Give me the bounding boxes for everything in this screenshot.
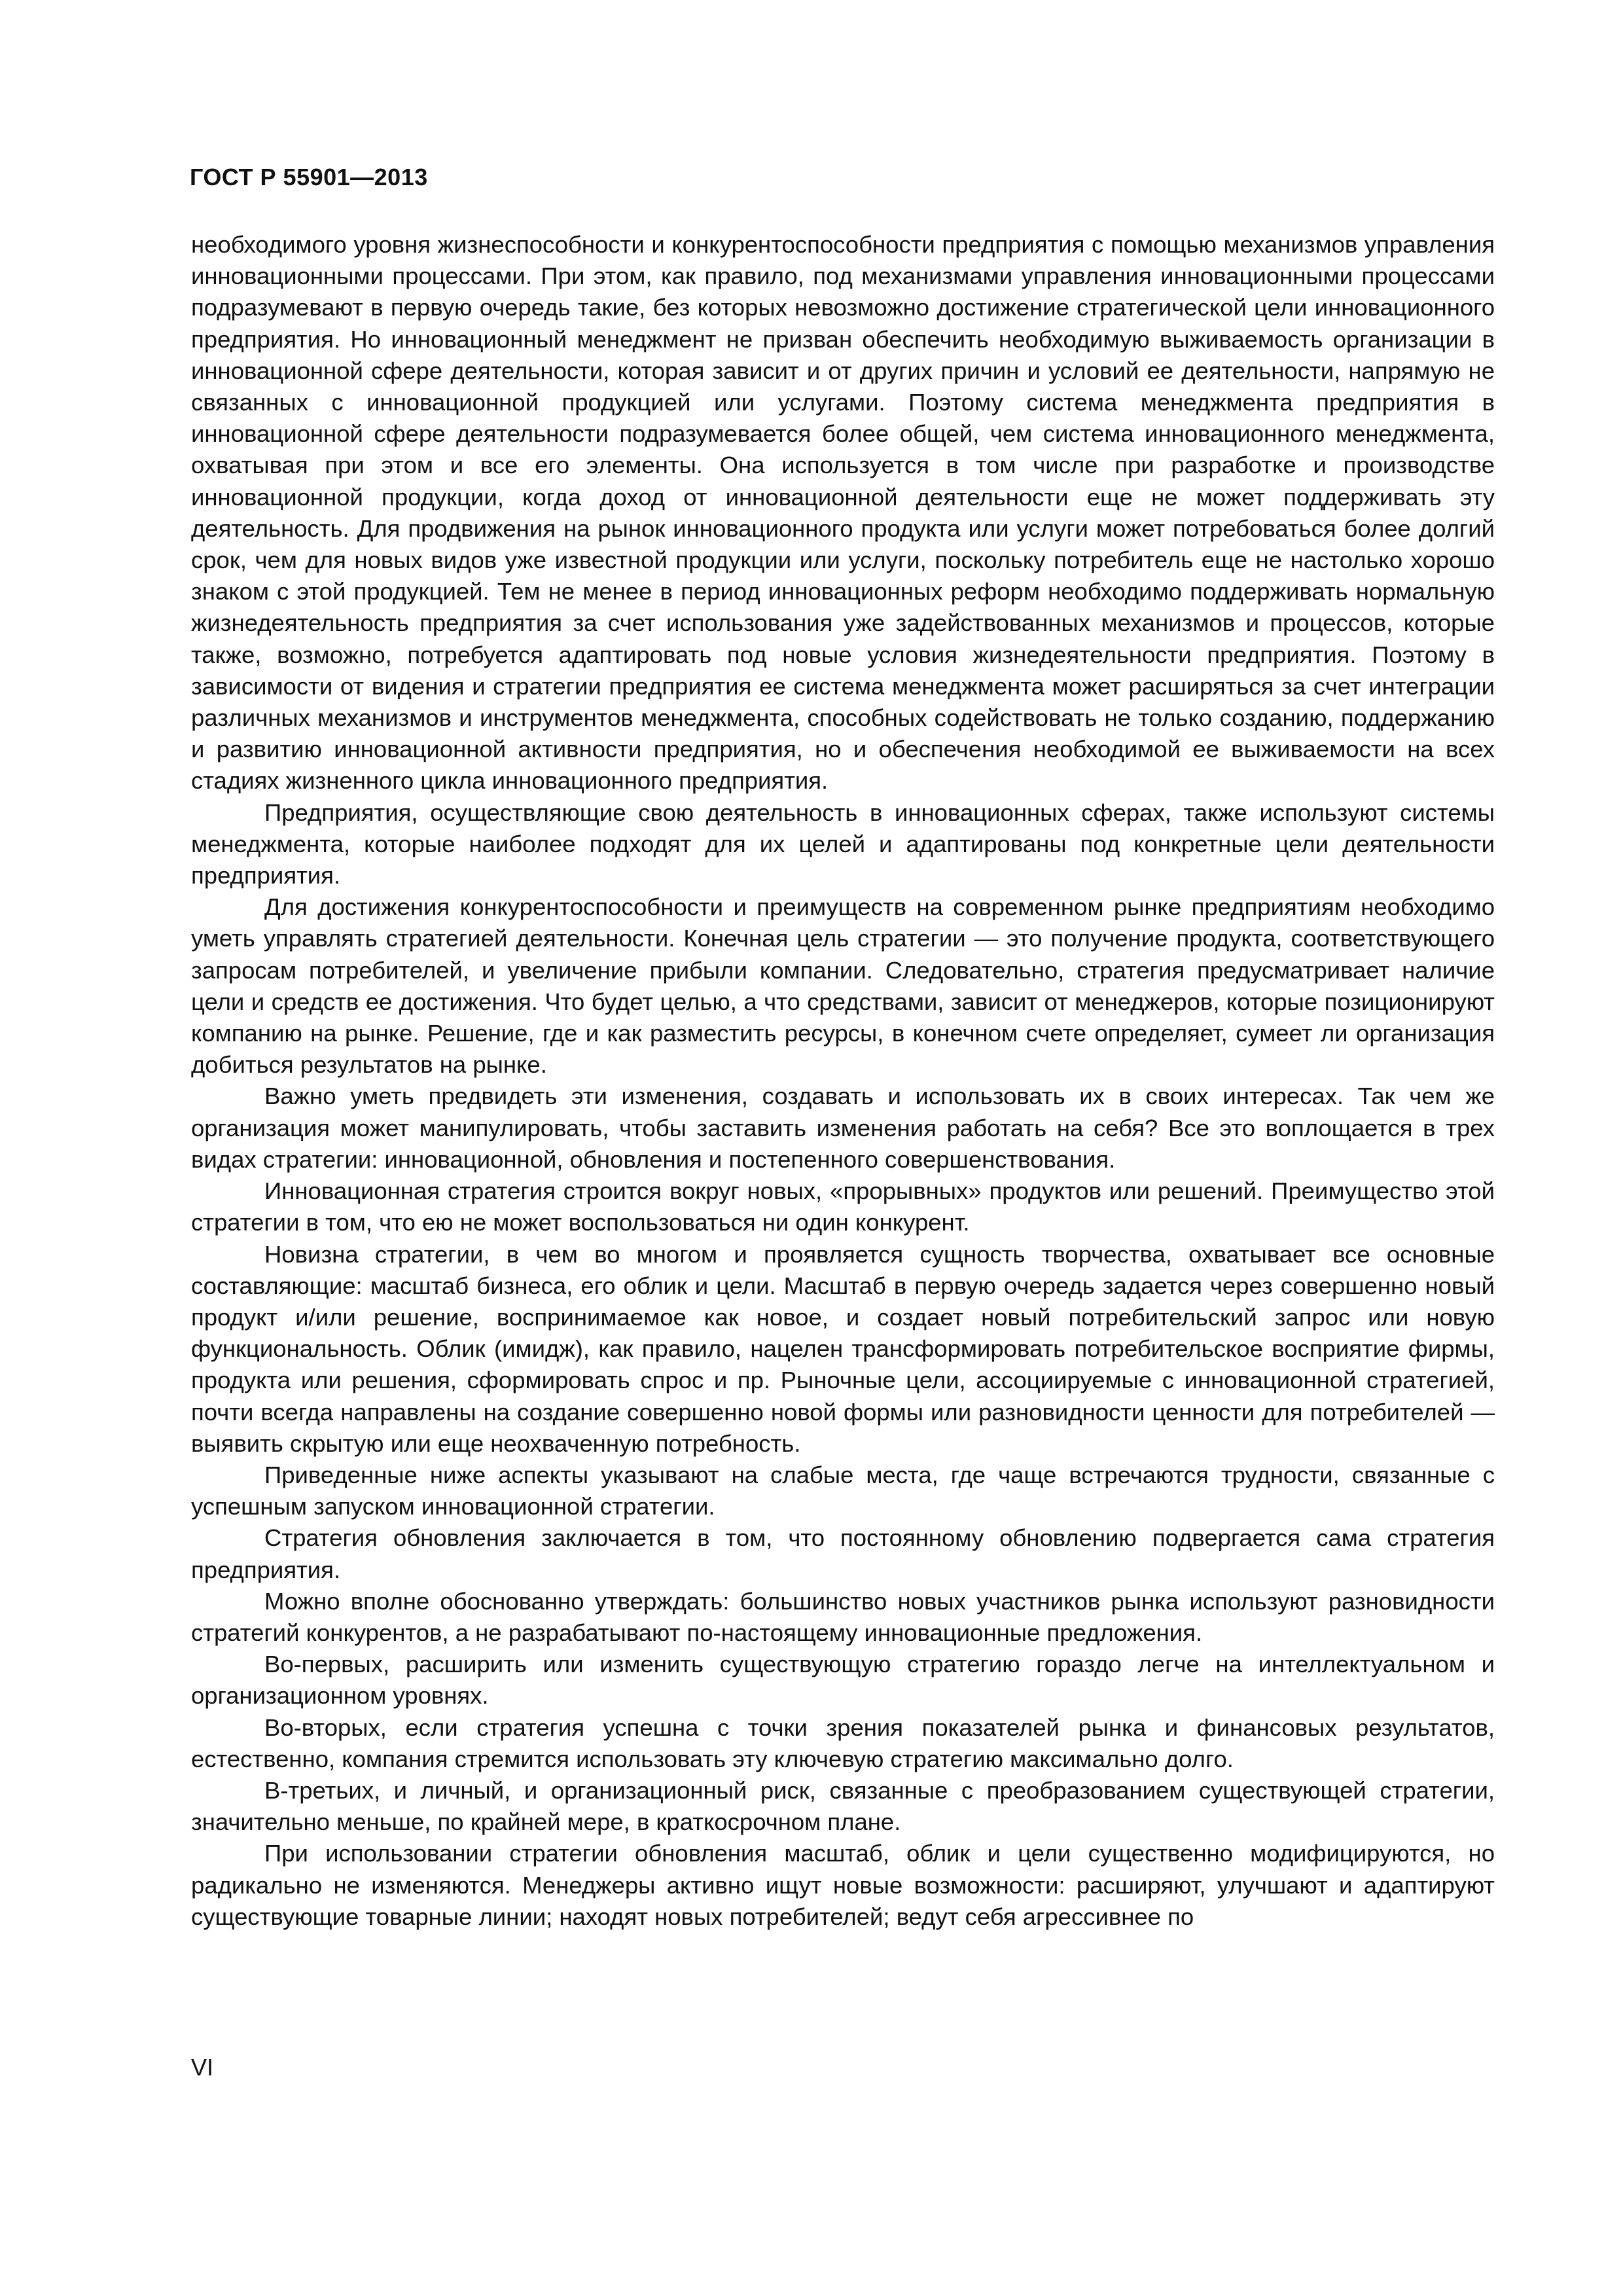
paragraph: При использовании стратегии обновления масштаб, облик и цели существенно модифицируются, но радикально не изменяются. Менеджеры активно ищут новые возможности: расширяют, улучшают и адаптируют существующие товарные линии; находят новых потребителей; ведут себя агрессивнее по: [191, 1840, 1495, 1930]
paragraph: Стратегия обновления заключается в том, что постоянному обновлению подвергается сама стратегия предприятия.: [191, 1524, 1495, 1583]
paragraph: Важно уметь предвидеть эти изменения, создавать и использовать их в своих интересах. Так чем же организация может манипулировать, чтобы заставить изменения работать на себя? Все это воплощается в трех видах стратегии: инновационной, обновления и постепенного совершенствования.: [191, 1083, 1495, 1173]
paragraph: Инновационная стратегия строится вокруг новых, «прорывных» продуктов или решений. Преимущество этой стратегии в том, что ею не может воспользоваться ни один конкурент.: [191, 1177, 1495, 1236]
paragraph: Во-первых, расширить или изменить существующую стратегию гораздо легче на интеллектуальном и организационном уровнях.: [191, 1651, 1495, 1710]
page-number: VI: [191, 2054, 214, 2081]
body-text: [191, 229, 1495, 1933]
paragraph: Приведенные ниже аспекты указывают на слабые места, где чаще встречаются трудности, связанные с успешным запуском инновационной стратегии.: [191, 1461, 1495, 1520]
document-header: ГОСТ Р 55901—2013: [190, 164, 428, 190]
paragraph: Можно вполне обоснованно утверждать: большинство новых участников рынка используют разновидности стратегий конкурентов, а не разрабатывают по-настоящему инновационные предложения.: [191, 1587, 1495, 1646]
paragraph: Для достижения конкурентоспособности и преимуществ на современном рынке предприятиям необходимо уметь управлять стратегией деятельности. Конечная цель стратегии — это получение продукта, соответствующего запросам потребителей, и увеличение прибыли компании. Следовательно, стратегия предусматривает наличие цели и средств ее достижения. Что будет целью, а что средствами, зависит от менеджеров, которые позиционируют компанию на рынке. Решение, где и как разместить ресурсы, в конечном счете определяет, сумеет ли организация добиться результатов на рынке.: [191, 893, 1495, 1079]
paragraph: Предприятия, осуществляющие свою деятельность в инновационных сферах, также используют системы менеджмента, которые наиболее подходят для их целей и адаптированы под конкретные цели деятельности предприятия.: [191, 798, 1495, 889]
paragraph: необходимого уровня жизнеспособности и конкурентоспособности предприятия с помощью механизмов управления инновационными процессами. При этом, как правило, под механизмами управления инновационными процессами подразумевают в первую очередь такие, без которых невозможно достижение стратегической цели инновационного предприятия. Но инновационный менеджмент не призван обеспечить необходимую выживаемость организации в инновационной сфере деятельности, которая зависит и от других причин и условий ее деятельности, напрямую не связанных с инновационной продукцией или услугами. Поэтому система менеджмента предприятия в инновационной сфере деятельности подразумевается более общей, чем система инновационного менеджмента, охватывая при этом и все его элементы. Она используется в том числе при разработке и производстве инновационной продукции, когда доход от инновационной деятельности еще не может поддерживать эту деятельность. Для продвижения на рынок инновационного продукта или услуги может потребоваться более долгий срок, чем для новых видов уже известной продукции или услуги, поскольку потребитель еще не настолько хорошо знаком с этой продукцией. Тем не менее в период инновационных реформ необходимо поддерживать нормальную жизнедеятельность предприятия за счет использования уже задействованных механизмов и процессов, которые также, возможно, потребуется адаптировать под новые условия жизнедеятельности предприятия. Поэтому в зависимости от видения и стратегии предприятия ее система менеджмента может расширяться за счет интеграции различных механизмов и инструментов менеджмента, способных содействовать не только созданию, поддержанию и развитию инновационной активности предприятия, но и обеспечения необходимой ее выживаемости на всех стадиях жизненного цикла инновационного предприятия.: [191, 231, 1495, 795]
paragraph: Новизна стратегии, в чем во многом и проявляется сущность творчества, охватывает все основные составляющие: масштаб бизнеса, его облик и цели. Масштаб в первую очередь задается через совершенно новый продукт и/или решение, воспринимаемое как новое, и создает новый потребительский запрос или новую функциональность. Облик (имидж), как правило, нацелен трансформировать потребительское восприятие фирмы, продукта или решения, сформировать спрос и пр. Рыночные цели, ассоциируемые с инновационной стратегией, почти всегда направлены на создание совершенно новой формы или разновидности ценности для потребителей — выявить скрытую или еще неохваченную потребность.: [191, 1240, 1495, 1457]
paragraph: В-третьих, и личный, и организационный риск, связанные с преобразованием существующей стратегии, значительно меньше, по крайней мере, в краткосрочном плане.: [191, 1776, 1495, 1836]
paragraph: Во-вторых, если стратегия успешна с точки зрения показателей рынка и финансовых результатов, естественно, компания стремится использовать эту ключевую стратегию максимально долго.: [191, 1713, 1495, 1772]
